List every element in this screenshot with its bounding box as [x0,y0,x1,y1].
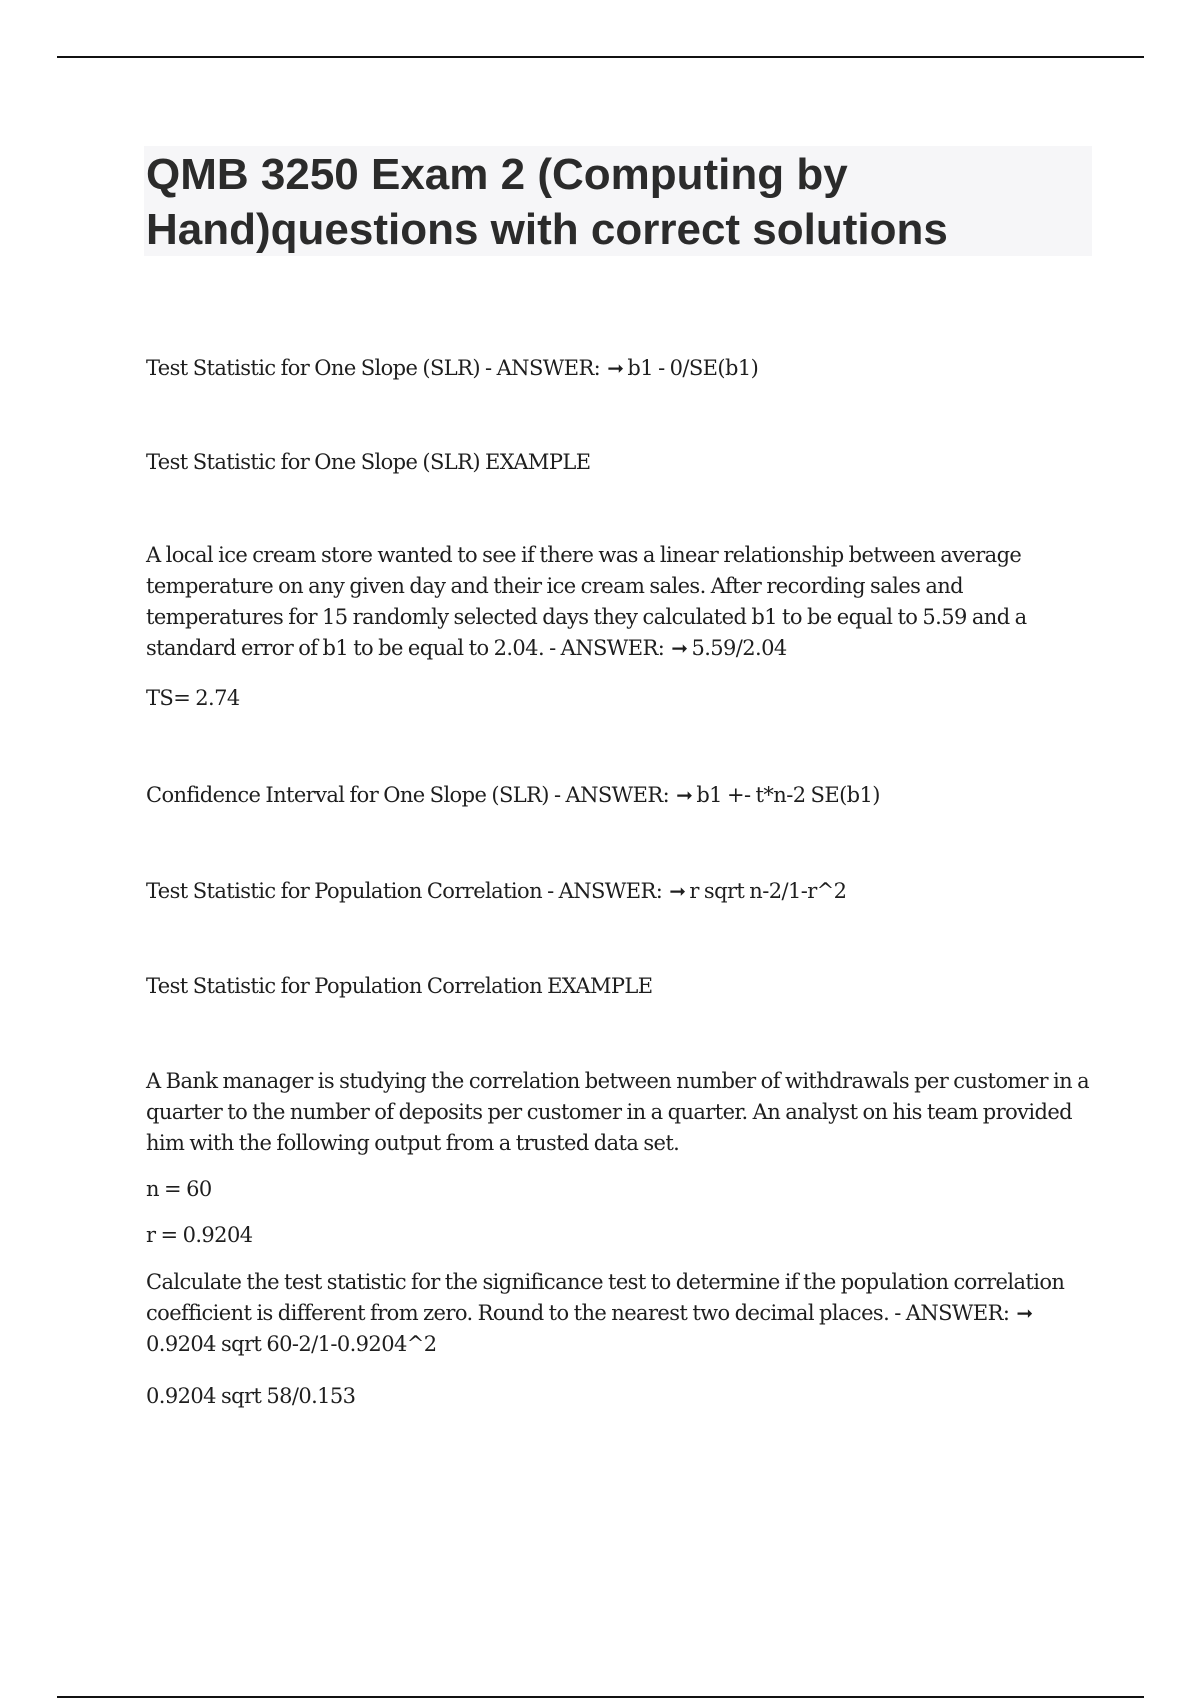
corr-example-heading: Test Statistic for Population Correlation EXAMPLE [146,974,653,998]
answer-arrow-icon: ➞ [1016,1301,1033,1325]
corr-example-n: n = 60 [146,1177,212,1201]
answer-arrow-icon: ➞ [607,356,624,380]
corr-example-question: Calculate the test statistic for the significance test to determine if the population correlation coefficient is different from zero. Round to the nearest two decimal places. - ANSWER: [146,1270,1065,1325]
corr-test-question: Test Statistic for Population Correlation - ANSWER: [146,879,663,903]
document-title: QMB 3250 Exam 2 (Computing by Hand)questions with correct solutions [146,150,948,254]
slope-example-heading: Test Statistic for One Slope (SLR) EXAMPLE [146,450,591,474]
footer-rule [57,1696,1144,1698]
answer-arrow-icon: ➞ [676,783,693,807]
slope-example-result: TS= 2.74 [146,686,240,710]
corr-example-answer: 0.9204 sqrt 60-2/1-0.9204^2 [146,1332,437,1356]
corr-test-paragraph [146,876,1096,907]
corr-example-question-paragraph [146,1267,1096,1360]
slope-test-question: Test Statistic for One Slope (SLR) - ANSWER: [146,356,601,380]
answer-arrow-icon: ➞ [669,879,686,903]
slope-ci-question: Confidence Interval for One Slope (SLR) - ANSWER: [146,783,670,807]
slope-example-paragraph [146,540,1096,664]
slope-test-paragraph [146,353,1096,384]
slope-test-answer: b1 - 0/SE(b1) [627,356,759,380]
slope-ci-paragraph [146,780,1096,811]
slope-example-problem: A local ice cream store wanted to see if there was a linear relationship between average temperature on any given day and their ice cream sales. After recording sales and temperatures for 15 randomly selected days they calculated b1 to be equal to 5.59 and a standard error of b1 to be equal to 2.04. - ANSWER: [146,543,1027,660]
corr-example-result: 0.9204 sqrt 58/0.153 [146,1384,356,1408]
corr-example-r: r = 0.9204 [146,1223,253,1247]
slope-example-answer: 5.59/2.04 [691,636,787,660]
corr-test-answer: r sqrt n-2/1-r^2 [689,879,847,903]
answer-arrow-icon: ➞ [671,636,688,660]
corr-example-problem: A Bank manager is studying the correlation between number of withdrawals per customer in a quarter to the number of deposits per customer in a quarter. An analyst on his team provided him with the following output from a trusted data set. [146,1069,1090,1155]
header-rule [57,56,1144,58]
slope-ci-answer: b1 +- t*n-2 SE(b1) [696,783,880,807]
